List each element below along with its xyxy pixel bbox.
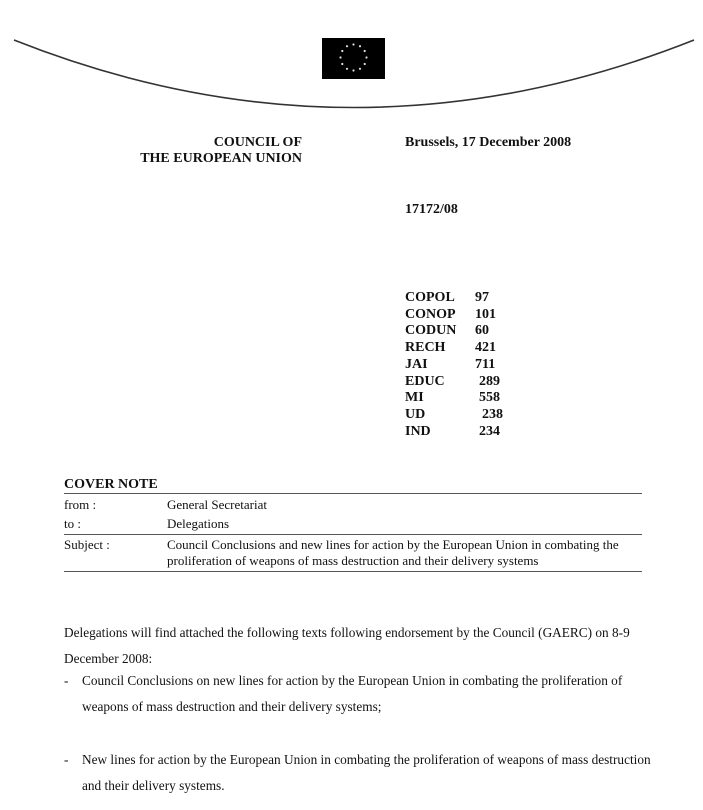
code-row: [405, 407, 503, 424]
divider: [64, 534, 642, 535]
code-row: [405, 323, 503, 340]
code-label: RECH: [405, 340, 446, 356]
bullet-item: [64, 747, 654, 799]
code-row: [405, 374, 503, 391]
bullet-text: New lines for action by the European Union in combating the proliferation of weapons of mass destruction and their delivery systems.: [82, 752, 651, 793]
code-label: JAI: [405, 356, 428, 372]
intro-paragraph: Delegations will find attached the following texts following endorsement by the Council (GAERC) on 8-9 December 2008:: [64, 625, 630, 666]
code-number: 289: [479, 373, 500, 389]
code-label: MI: [405, 390, 424, 406]
cover-note-table: [64, 493, 642, 572]
bullet-dash: -: [64, 752, 69, 767]
place-date: Brussels, 17 December 2008: [405, 135, 572, 150]
code-row: [405, 290, 503, 307]
code-number: 234: [479, 423, 500, 439]
code-label: EDUC: [405, 373, 445, 389]
bullet-dash: -: [64, 673, 69, 688]
subject-label: Subject :: [64, 537, 110, 552]
cover-row-subject: [64, 537, 642, 568]
code-row: [405, 340, 503, 357]
code-number: 421: [475, 340, 496, 356]
code-label: CONOP: [405, 306, 456, 322]
code-number: 101: [475, 306, 496, 322]
code-row: [405, 424, 503, 441]
divider: [64, 493, 642, 494]
to-label: to :: [64, 516, 81, 531]
code-label: UD: [405, 406, 426, 422]
from-label: from :: [64, 497, 97, 512]
code-number: 711: [475, 356, 496, 372]
from-value: General Secretariat: [167, 497, 267, 512]
organisation-line-1: COUNCIL OF: [213, 135, 302, 150]
code-row: [405, 307, 503, 324]
code-row: [405, 357, 503, 374]
cover-note-title: COVER NOTE: [64, 477, 158, 492]
divider: [64, 571, 642, 572]
organisation-name: [100, 135, 302, 167]
subject-value: Council Conclusions and new lines for action by the European Union in combating the proliferation of weapons of mass destruction and their delivery systems: [167, 537, 619, 568]
code-number: 60: [475, 323, 489, 339]
to-value: Delegations: [167, 516, 230, 531]
code-label: IND: [405, 423, 431, 439]
code-number: 238: [482, 406, 503, 422]
bullet-item: [64, 668, 654, 720]
code-number: 97: [475, 290, 489, 305]
document-number: 17172/08: [405, 202, 458, 217]
organisation-line-2: THE EUROPEAN UNION: [140, 151, 302, 166]
eu-flag-icon: [322, 38, 385, 79]
classification-codes: [405, 290, 503, 440]
code-label: CODUN: [405, 323, 457, 339]
code-label: COPOL: [405, 290, 455, 305]
code-row: [405, 390, 503, 407]
cover-row-from: [64, 497, 642, 513]
code-number: 558: [479, 390, 500, 406]
cover-row-to: [64, 516, 642, 532]
bullet-text: Council Conclusions on new lines for action by the European Union in combating the proliferation of weapons of mass destruction and their delivery systems;: [82, 673, 623, 714]
